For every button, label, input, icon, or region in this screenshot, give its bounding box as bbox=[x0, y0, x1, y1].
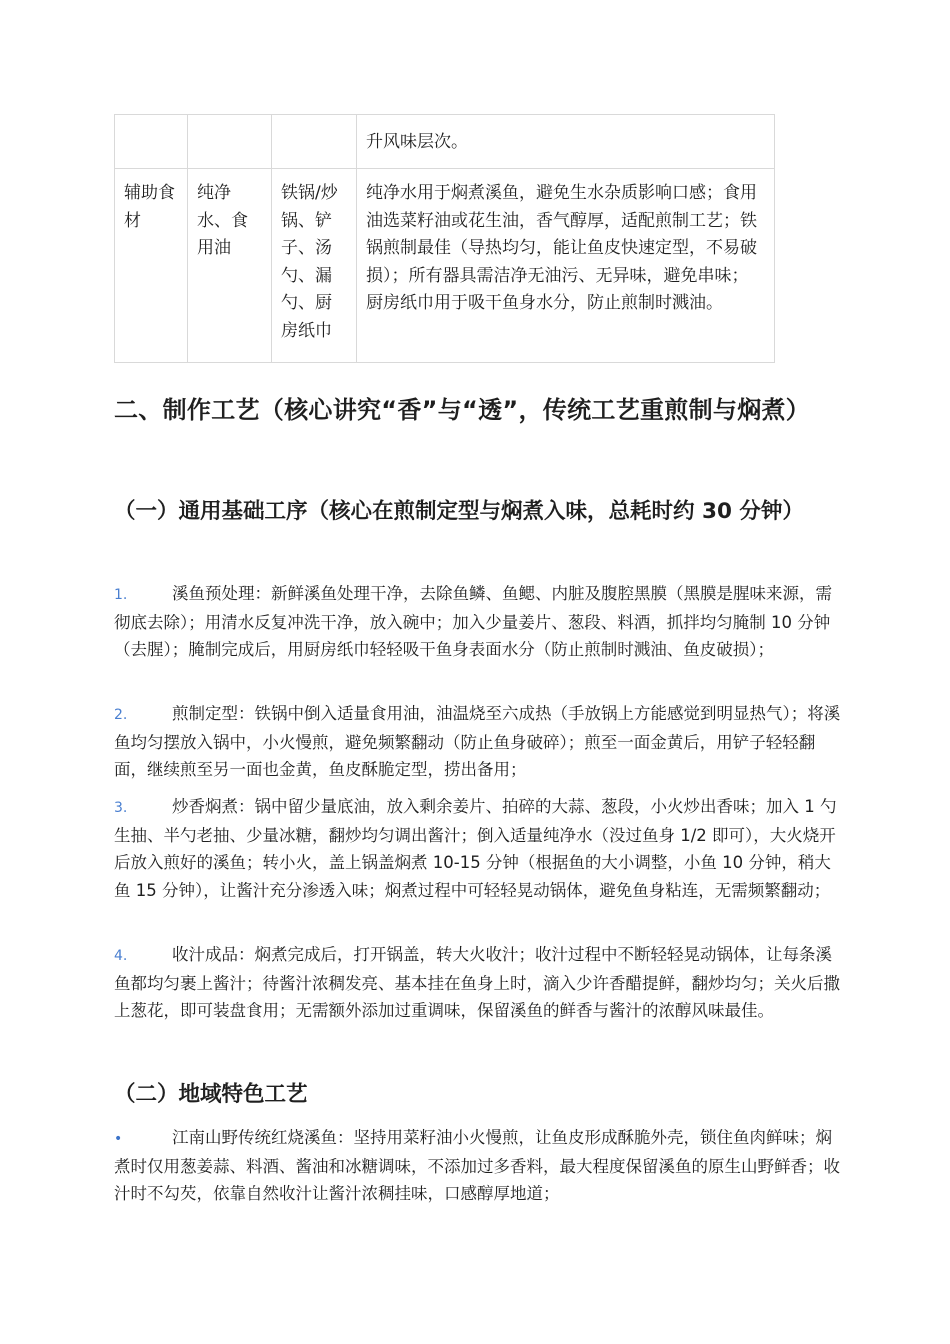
table-cell-ingredients: 纯净水、食用油 bbox=[188, 169, 272, 363]
list-item-text: 江南山野传统红烧溪鱼：坚持用菜籽油小火慢煎，让鱼皮形成酥脆外壳，锁住鱼肉鲜味；焖煮时仅用葱姜蒜、料酒、酱油和冰糖调味，不添加过多香料，最大程度保留溪鱼的原生山野鲜香；收汁时不勾芡，依靠自然收汁让酱汁浓稠挂味，口感醇厚地道； bbox=[114, 1128, 840, 1204]
bullet-icon: • bbox=[114, 1131, 123, 1147]
list-item bbox=[114, 941, 844, 1025]
subsection-heading: （一）通用基础工序（核心在煎制定型与焖煮入味，总耗时约 30 分钟） bbox=[114, 499, 804, 524]
list-item bbox=[114, 700, 844, 784]
table-cell-tools: 铁锅/炒锅、铲子、汤勺、漏勺、厨房纸巾 bbox=[272, 169, 357, 363]
list-number: 2. bbox=[114, 707, 128, 723]
list-number: 4. bbox=[114, 948, 128, 964]
table-row bbox=[115, 115, 775, 169]
list-item bbox=[114, 793, 844, 904]
table-cell-notes: 纯净水用于焖煮溪鱼，避免生水杂质影响口感；食用油选菜籽油或花生油，香气醇厚，适配煎制工艺；铁锅煎制最佳（导热均匀，能让鱼皮快速定型，不易破损）；所有器具需洁净无油污、无异味，避免串味；厨房纸巾用于吸干鱼身水分，防止煎制时溅油。 bbox=[357, 169, 775, 363]
table-cell-category: 辅助食材 bbox=[115, 169, 188, 363]
list-item-text: 炒香焖煮：锅中留少量底油，放入剩余姜片、拍碎的大蒜、葱段，小火炒出香味；加入 1 勺生抽、半勺老抽、少量冰糖，翻炒均匀调出酱汁；倒入适量纯净水（没过鱼身 1/2 即可），大火烧开后放入煎好的溪鱼；转小火，盖上锅盖焖煮 10-15 分钟（根据鱼的大小调整，小鱼 10 分钟，稍大鱼 15 分钟），让酱汁充分渗透入味；焖煮过程中可轻轻晃动锅体，避免鱼身粘连，无需频繁翻动； bbox=[114, 797, 837, 900]
ingredients-table bbox=[114, 114, 775, 363]
subsection-heading: （二）地域特色工艺 bbox=[114, 1082, 308, 1107]
list-item-text: 收汁成品：焖煮完成后，打开锅盖，转大火收汁；收汁过程中不断轻轻晃动锅体，让每条溪鱼都均匀裹上酱汁；待酱汁浓稠发亮、基本挂在鱼身上时，滴入少许香醋提鲜，翻炒均匀；关火后撒上葱花，即可装盘食用；无需额外添加过重调味，保留溪鱼的鲜香与酱汁的浓醇风味最佳。 bbox=[114, 945, 840, 1021]
table-cell-notes: 升风味层次。 bbox=[357, 115, 775, 169]
list-item-text: 煎制定型：铁锅中倒入适量食用油，油温烧至六成热（手放锅上方能感觉到明显热气）；将溪鱼均匀摆放入锅中，小火慢煎，避免频繁翻动（防止鱼身破碎）；煎至一面金黄后，用铲子轻轻翻面，继续煎至另一面也金黄，鱼皮酥脆定型，捞出备用； bbox=[114, 704, 841, 780]
table-row bbox=[115, 169, 775, 363]
list-item-text: 溪鱼预处理：新鲜溪鱼处理干净，去除鱼鳞、鱼鳃、内脏及腹腔黑膜（黑膜是腥味来源，需彻底去除）；用清水反复冲洗干净，放入碗中；加入少量姜片、葱段、料酒，抓拌均匀腌制 10 分钟（去腥）；腌制完成后，用厨房纸巾轻轻吸干鱼身表面水分（防止煎制时溅油、鱼皮破损）； bbox=[114, 584, 832, 660]
list-item bbox=[114, 580, 844, 664]
section-heading: 二、制作工艺（核心讲究“香”与“透”，传统工艺重煎制与焖煮） bbox=[114, 396, 811, 424]
list-number: 3. bbox=[114, 800, 128, 816]
list-number: 1. bbox=[114, 587, 128, 603]
list-item bbox=[114, 1124, 844, 1208]
